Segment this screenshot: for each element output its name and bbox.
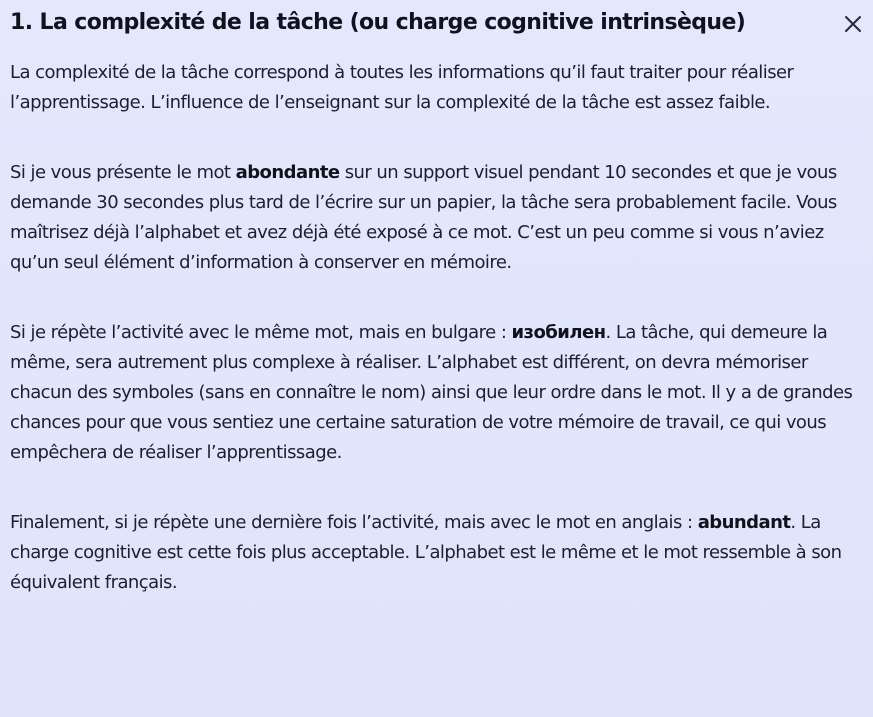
paragraph-task-complexity [10, 58, 865, 118]
dialog-header [10, 0, 865, 44]
paragraph-text-before: Finalement, si je répète une dernière fois l’activité, mais avec le mot en anglais : [10, 512, 698, 533]
paragraph-text: La complexité de la tâche correspond à toutes les informations qu’il faut traiter pour réaliser l’apprentissage. L’influence de l’enseignant sur la complexité de la tâche est assez faible. [10, 62, 794, 113]
paragraph-bulgarian-example [10, 318, 865, 468]
paragraph-text-before: Si je vous présente le mot [10, 162, 236, 183]
example-word-bulgarian: изобилен [511, 322, 606, 343]
paragraph-english-example [10, 508, 865, 598]
dialog-body [10, 58, 865, 598]
example-word-french: abondante [235, 162, 340, 183]
paragraph-text-after: sur un support visuel pendant 10 secondes et que je vous demande 30 secondes plus tard de l’écrire sur un papier, la tâche sera probablement facile. Vous maîtrisez déjà l’alphabet et avez déjà été exposé à ce mot. C’est un peu comme si vous n’aviez qu’un seul élément d’information à conserver en mémoire. [10, 162, 837, 273]
paragraph-text-after: . La tâche, qui demeure la même, sera autrement plus complexe à réaliser. L’alphabet est différent, on devra mémoriser chacun des symboles (sans en connaître le nom) ainsi que leur ordre dans le mot. Il y a de grandes chances pour que vous sentiez une certaine saturation de votre mémoire de travail, ce qui vous empêchera de réaliser l’apprentissage. [10, 322, 853, 463]
paragraph-french-example [10, 158, 865, 278]
example-word-english: abundant [697, 512, 791, 533]
close-icon [844, 15, 862, 33]
paragraph-text-after: . La charge cognitive est cette fois plus acceptable. L’alphabet est le même et le mot ressemble à son équivalent français. [10, 512, 842, 593]
close-button[interactable] [841, 12, 865, 36]
dialog-title: 1. La complexité de la tâche (ou charge cognitive intrinsèque) [10, 10, 746, 35]
paragraph-text-before: Si je répète l’activité avec le même mot, mais en bulgare : [10, 322, 512, 343]
